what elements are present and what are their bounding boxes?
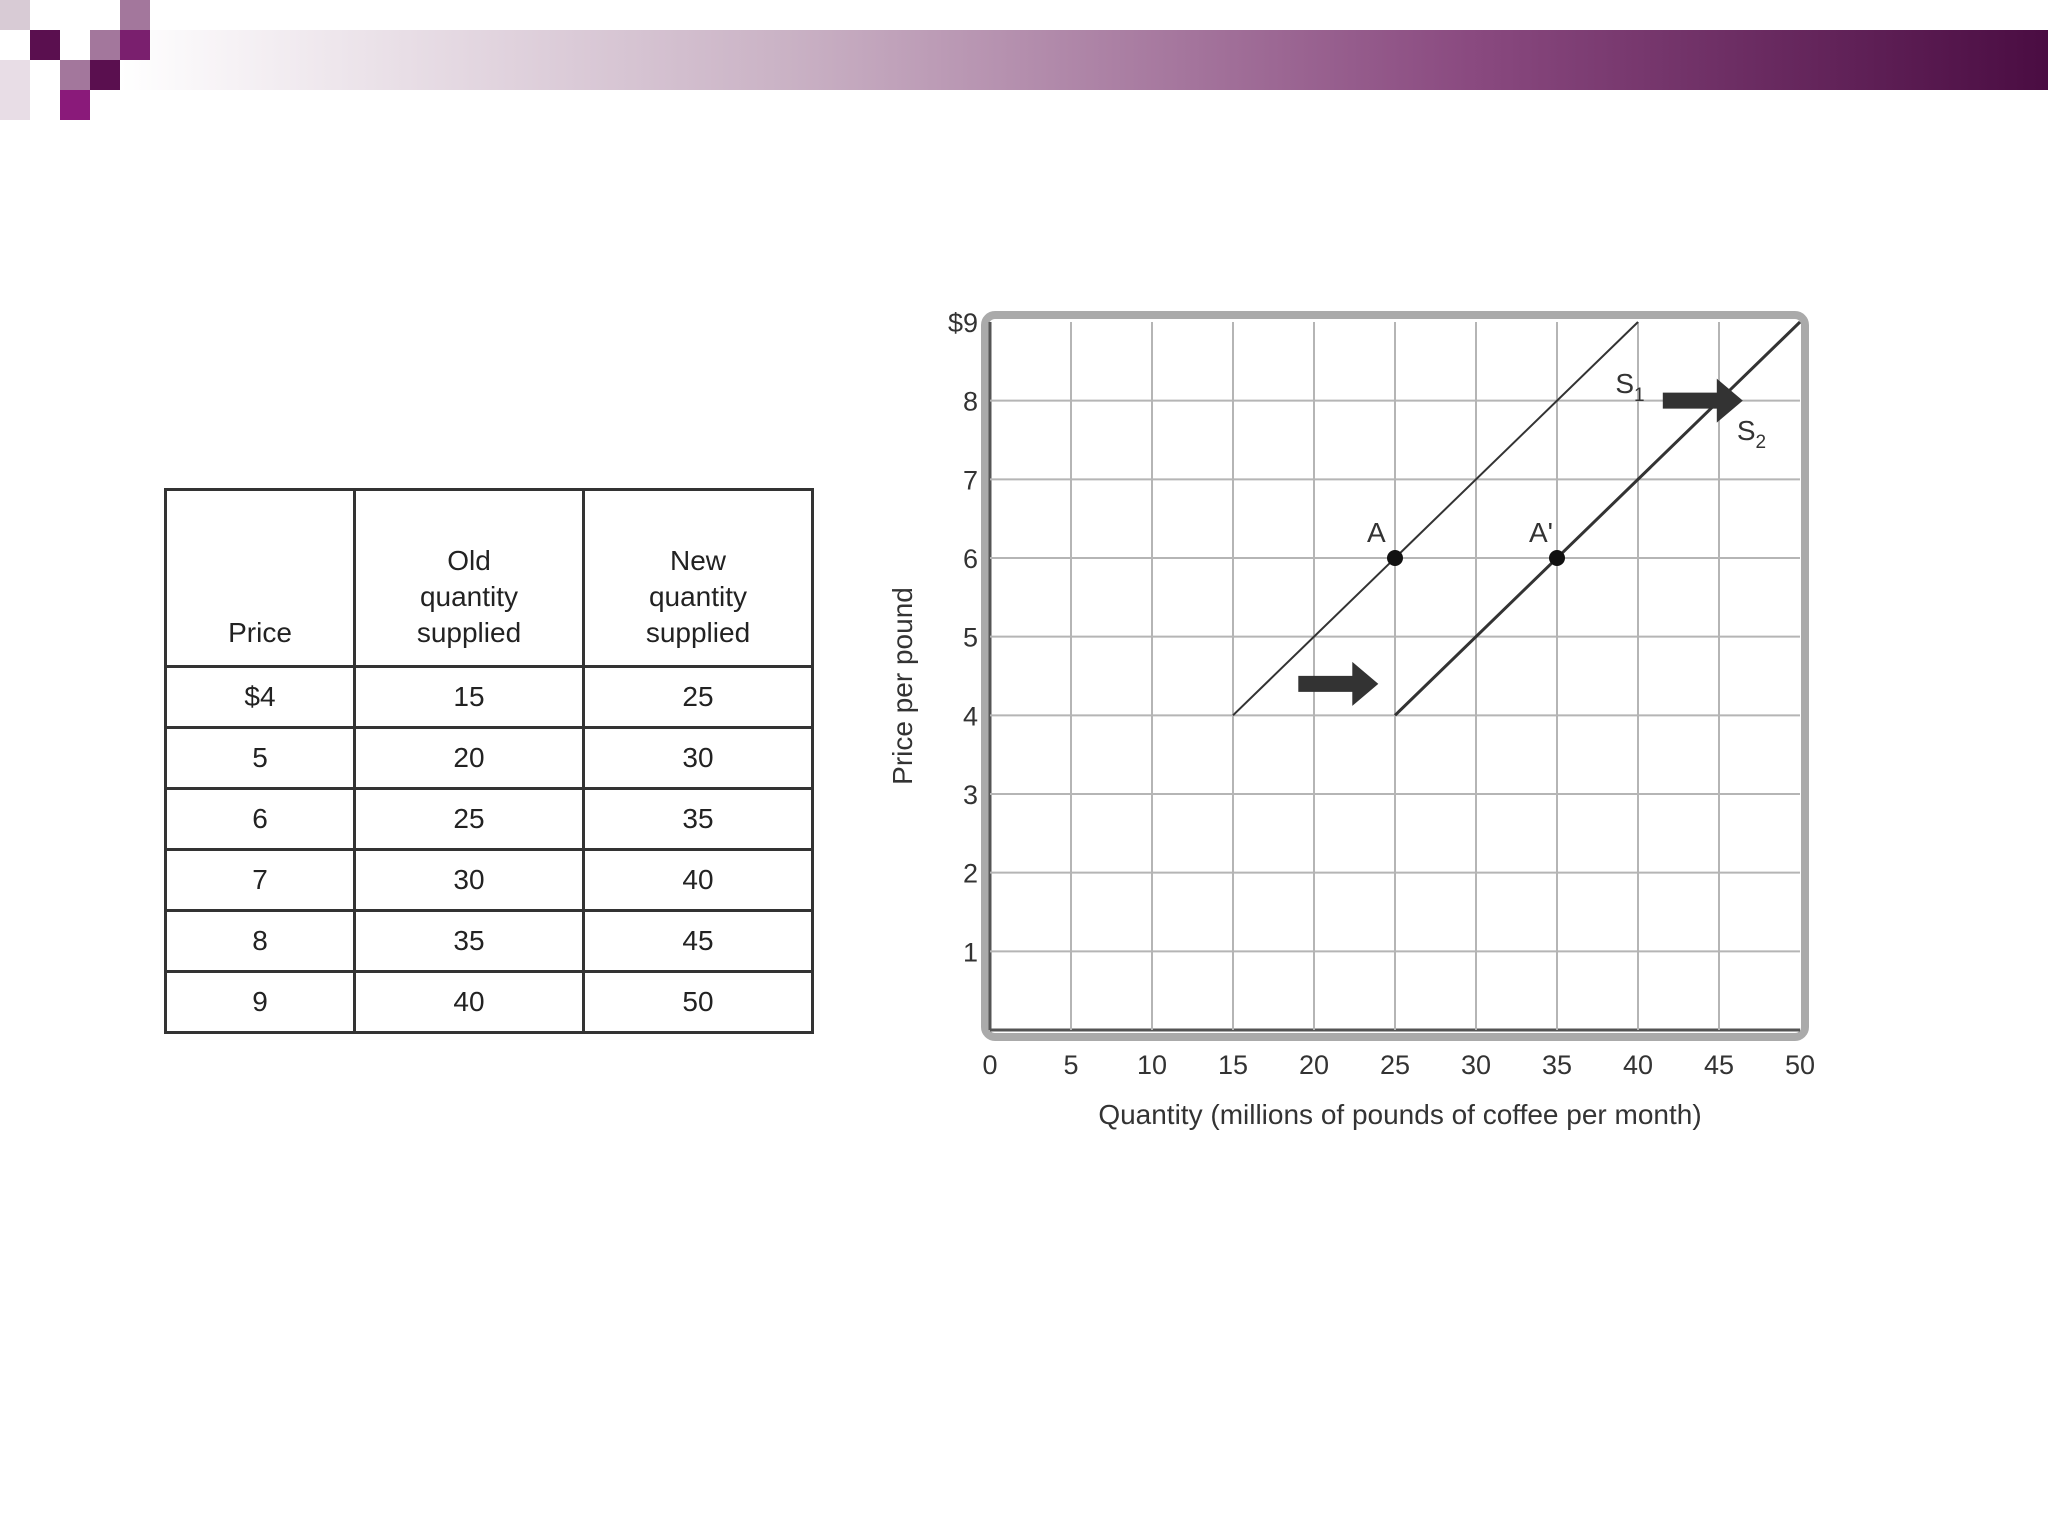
- y-tick-label: 4: [962, 701, 978, 732]
- y-tick-label: 8: [962, 386, 978, 417]
- cell-price: 5: [166, 728, 355, 789]
- cell-price: 6: [166, 789, 355, 850]
- curve-label-s1: $S_1$: [1615, 367, 1645, 406]
- cell-price: 8: [166, 911, 355, 972]
- cell-price: $4: [166, 667, 355, 728]
- x-axis-label: Quantity (millions of pounds of coffee per month): [1098, 1099, 1702, 1130]
- x-tick-label: 45: [1703, 1050, 1735, 1080]
- point-label: A: [1367, 517, 1386, 548]
- x-tick-label: 35: [1541, 1050, 1573, 1080]
- point-marker: [1387, 550, 1403, 566]
- y-tick-label: 6: [962, 544, 978, 574]
- header-price: Price: [166, 490, 355, 667]
- x-tick-label: 20: [1298, 1050, 1330, 1080]
- cell-old-quantity: 20: [355, 728, 584, 789]
- x-tick-label: 15: [1217, 1050, 1249, 1080]
- header-new-quantity: New quantity supplied: [584, 490, 813, 667]
- point-label: A': [1529, 517, 1554, 548]
- cell-new-quantity: 40: [584, 850, 813, 911]
- cell-new-quantity: 35: [584, 789, 813, 850]
- y-tick-label: 5: [962, 622, 978, 653]
- cell-old-quantity: 40: [355, 972, 584, 1033]
- cell-old-quantity: 25: [355, 789, 584, 850]
- cell-new-quantity: 25: [584, 667, 813, 728]
- x-tick-label: 25: [1379, 1050, 1411, 1080]
- cell-price: 7: [166, 850, 355, 911]
- x-tick-label: 30: [1460, 1050, 1492, 1080]
- y-tick-label: 7: [962, 465, 978, 496]
- x-tick-label: 5: [1063, 1050, 1079, 1080]
- cell-old-quantity: 35: [355, 911, 584, 972]
- cell-new-quantity: 45: [584, 911, 813, 972]
- cell-price: 9: [166, 972, 355, 1033]
- x-tick-label: 0: [982, 1050, 998, 1080]
- y-tick-label: 3: [962, 780, 978, 810]
- y-tick-label: 2: [962, 858, 978, 889]
- cell-old-quantity: 15: [355, 667, 584, 728]
- cell-old-quantity: 30: [355, 850, 584, 911]
- cell-new-quantity: 50: [584, 972, 813, 1033]
- point-marker: [1549, 550, 1565, 566]
- cell-new-quantity: 30: [584, 728, 813, 789]
- x-tick-label: 50: [1784, 1050, 1816, 1080]
- x-tick-label: 10: [1136, 1050, 1168, 1080]
- curve-label-s2: $S_2$: [1736, 415, 1767, 453]
- x-tick-label: 40: [1622, 1050, 1654, 1080]
- header-old-quantity: Old quantity supplied: [355, 490, 584, 667]
- y-axis-label: Price per pound: [887, 587, 918, 785]
- y-tick-label: 1: [962, 937, 978, 968]
- y-tick-label: $9: [947, 308, 978, 338]
